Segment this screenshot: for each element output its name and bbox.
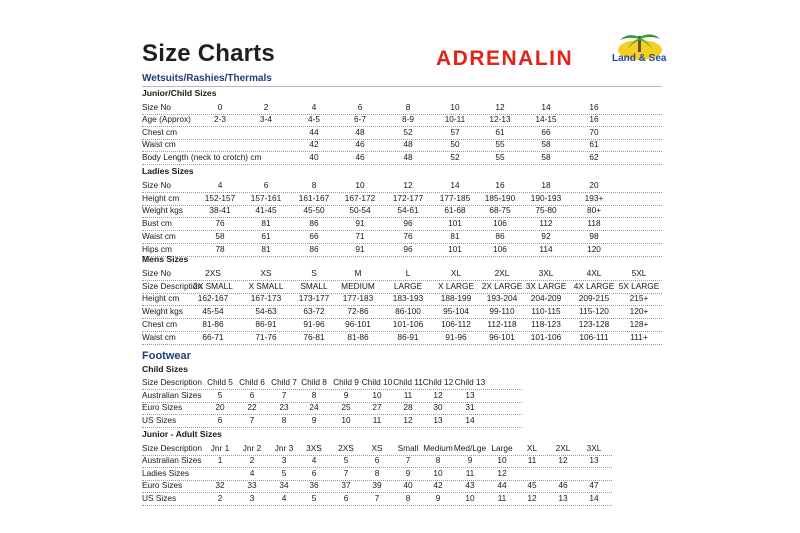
table-cell: 31 — [465, 402, 475, 413]
table-cell: 9 — [405, 467, 411, 478]
table-cell: 55 — [495, 152, 505, 162]
table-cell: 16 — [589, 114, 599, 125]
table-cell: 81 — [261, 218, 271, 229]
table-cell: 106 — [493, 218, 507, 229]
table-cell: 188-199 — [440, 293, 472, 304]
table-cell: 114 — [539, 243, 553, 254]
table-cell: 10 — [355, 179, 365, 190]
table-cell: 9 — [311, 414, 317, 425]
table-cell: 96-101 — [489, 331, 515, 342]
row-label: Size No — [142, 179, 172, 190]
table-cell: 2XL — [555, 442, 571, 453]
table-cell: 12 — [495, 101, 505, 112]
table-cell: 44 — [497, 480, 507, 490]
table-cell: 0 — [217, 101, 223, 112]
table-cell: 76 — [215, 218, 225, 229]
table-cell: Jnr 3 — [274, 442, 294, 453]
table-cell: 91-96 — [303, 319, 325, 329]
row-label: Euro Sizes — [142, 402, 183, 413]
table-cell: 3 — [249, 492, 255, 503]
table-cell: 13 — [433, 414, 443, 425]
table-cell: 58 — [215, 231, 225, 241]
table-cell: 120 — [587, 243, 601, 254]
table-cell: 4 — [311, 455, 317, 465]
table-cell: 3 — [281, 455, 287, 465]
logo-text: Land & Sea — [612, 53, 667, 64]
table-cell: 115-120 — [579, 306, 609, 317]
row-label: Size Description — [142, 280, 202, 291]
row-label: Ladies Sizes — [142, 467, 190, 478]
table-cell: 7 — [281, 389, 287, 400]
table-cell: 11 — [465, 467, 475, 478]
table-cell: 66-71 — [202, 331, 224, 342]
row-label: US Sizes — [142, 414, 177, 425]
table-cell: 95-104 — [443, 306, 469, 317]
table-cell: 46 — [558, 480, 568, 490]
row-label: Chest cm — [142, 319, 178, 329]
row-label: Body Length (neck to crotch) cm — [142, 152, 262, 162]
table-cell: 4 — [281, 492, 287, 503]
table-cell: 46 — [355, 152, 365, 162]
table-cell: LARGE — [393, 280, 423, 291]
subtitle-mens: Mens Sizes — [142, 254, 189, 264]
table-cell: 6 — [374, 455, 380, 465]
table-cell: 16 — [589, 101, 599, 112]
table-cell: 61 — [495, 126, 505, 137]
table-cell: 4 — [311, 101, 317, 112]
table-cell: 3XL — [538, 267, 554, 278]
table-cell: 8 — [435, 455, 441, 465]
table-cell: 8 — [311, 179, 317, 190]
table-cell: 45-54 — [202, 306, 224, 317]
table-cell: Child 5 — [207, 377, 233, 388]
table-cell: 111+ — [630, 331, 648, 342]
table-row — [142, 492, 612, 506]
row-label: US Sizes — [142, 492, 177, 503]
table-cell: 86-100 — [395, 306, 421, 317]
table-cell: 20 — [215, 402, 225, 413]
table-cell: 37 — [341, 480, 351, 490]
table-cell: 2 — [263, 101, 269, 112]
table-cell: 92 — [541, 231, 551, 241]
section-divider — [142, 86, 662, 87]
table-cell: 2X SMALL — [193, 280, 233, 291]
table-cell: 5 — [217, 389, 223, 400]
table-cell: 2-3 — [214, 114, 226, 125]
table-cell: 101-106 — [530, 331, 562, 342]
table-cell: 101-106 — [392, 319, 424, 329]
table-cell: 6 — [311, 467, 317, 478]
table-cell: 91-96 — [445, 331, 467, 342]
table-cell: 209-215 — [578, 293, 610, 304]
table-cell: 185-190 — [484, 192, 516, 203]
table-cell: 23 — [279, 402, 289, 413]
table-row — [142, 243, 662, 257]
subtitle-ladies: Ladies Sizes — [142, 166, 194, 176]
table-cell: 41-45 — [255, 205, 277, 216]
table-cell: SMALL — [300, 280, 328, 291]
table-cell: 61 — [589, 139, 599, 150]
table-cell: 7 — [374, 492, 380, 503]
table-cell: 7 — [249, 414, 255, 425]
table-cell: 16 — [495, 179, 505, 190]
table-cell: Child 9 — [333, 377, 359, 388]
table-cell: 190-193 — [530, 192, 562, 203]
table-cell: 81 — [450, 231, 460, 241]
table-cell: Child 10 — [361, 377, 393, 388]
brand-logo: ADRENALIN — [436, 47, 574, 70]
table-cell: 48 — [355, 126, 365, 137]
table-cell: 91 — [355, 243, 365, 254]
table-cell: 57 — [450, 126, 460, 137]
table-cell: 44 — [309, 126, 319, 137]
table-cell: Large — [491, 442, 513, 453]
table-cell: 173-177 — [298, 293, 330, 304]
table-cell: 1 — [217, 455, 223, 465]
table-cell: 86 — [309, 218, 319, 229]
table-cell: 86 — [309, 243, 319, 254]
table-cell: 52 — [450, 152, 460, 162]
table-cell: 86-91 — [255, 319, 277, 329]
table-cell: 42 — [433, 480, 443, 490]
table-cell: 80+ — [586, 205, 602, 216]
table-cell: 71-76 — [255, 331, 277, 342]
table-cell: 9 — [467, 455, 473, 465]
table-row — [142, 414, 522, 428]
table-cell: 68-75 — [489, 205, 511, 216]
table-cell: 101 — [448, 218, 462, 229]
table-cell: 8 — [405, 101, 411, 112]
table-cell: Medium — [423, 442, 453, 453]
row-label: Australian Sizes — [142, 455, 202, 465]
table-cell: 45-50 — [303, 205, 325, 216]
table-cell: 106 — [493, 243, 507, 254]
table-cell: 161-167 — [298, 192, 330, 203]
subtitle-foot-child: Child Sizes — [142, 364, 188, 374]
table-cell: 2X LARGE — [481, 280, 523, 291]
table-cell: 3XL — [586, 442, 602, 453]
table-cell: M — [354, 267, 362, 278]
row-label: Weight kgs — [142, 306, 183, 317]
table-cell: 12 — [558, 455, 568, 465]
table-cell: 45 — [527, 480, 537, 490]
table-cell: 27 — [372, 402, 382, 413]
row-label: Size Description — [142, 377, 202, 388]
table-cell: 36 — [309, 480, 319, 490]
table-cell: 18 — [541, 179, 551, 190]
row-label: Chest cm — [142, 126, 178, 137]
table-cell: 120+ — [629, 306, 649, 317]
table-cell: 2XS — [205, 267, 221, 278]
table-cell: 4X LARGE — [573, 280, 615, 291]
table-cell: XL — [526, 442, 538, 453]
table-cell: 2XS — [338, 442, 354, 453]
table-cell: 12 — [403, 179, 413, 190]
table-cell: 2 — [217, 492, 223, 503]
table-cell: 42 — [309, 139, 319, 150]
table-cell: 101 — [448, 243, 462, 254]
table-cell: 4-5 — [308, 114, 320, 125]
table-cell: 63-72 — [303, 306, 325, 317]
table-cell: 46 — [355, 139, 365, 150]
table-cell: 58 — [541, 139, 551, 150]
table-cell: 72-86 — [347, 306, 369, 317]
row-label: Waist cm — [142, 231, 176, 241]
table-cell: XL — [450, 267, 462, 278]
table-cell: 167-173 — [250, 293, 282, 304]
table-cell: 62 — [589, 152, 599, 162]
table-cell: 96-101 — [345, 319, 371, 329]
section-title-wetsuits: Wetsuits/Rashies/Thermals — [142, 73, 272, 84]
table-cell: 152-157 — [204, 192, 236, 203]
table-cell: XS — [260, 267, 272, 278]
table-cell: 6 — [249, 389, 255, 400]
table-cell: 81-86 — [347, 331, 369, 342]
table-cell: 10 — [450, 101, 460, 112]
table-cell: 32 — [215, 480, 225, 490]
table-row — [142, 331, 662, 345]
table-cell: 128+ — [629, 319, 649, 329]
table-cell: 78 — [215, 243, 225, 254]
table-cell: 98 — [589, 231, 599, 241]
table-cell: 10 — [497, 455, 507, 465]
row-label: Waist cm — [142, 331, 176, 342]
table-cell: Child 13 — [454, 377, 486, 388]
table-cell: 5 — [281, 467, 287, 478]
row-label: Size Description — [142, 442, 202, 453]
table-cell: 5XL — [631, 267, 647, 278]
table-cell: 112-118 — [487, 319, 517, 329]
palm-island-logo-icon — [610, 30, 670, 74]
table-cell: 11 — [403, 389, 413, 400]
table-cell: 66 — [541, 126, 551, 137]
table-cell: 3-4 — [260, 114, 272, 125]
table-cell: 112 — [539, 218, 553, 229]
table-cell: 86-91 — [397, 331, 419, 342]
table-cell: 14 — [450, 179, 460, 190]
table-cell: 48 — [403, 152, 413, 162]
table-cell: 12 — [497, 467, 507, 478]
table-cell: 7 — [343, 467, 349, 478]
table-cell: 4XL — [586, 267, 602, 278]
table-cell: 6-7 — [354, 114, 366, 125]
table-cell: 193-204 — [486, 293, 518, 304]
table-cell: 54-63 — [255, 306, 277, 317]
table-cell: 157-161 — [250, 192, 282, 203]
table-cell: 106-111 — [579, 331, 609, 342]
table-cell: 86 — [495, 231, 505, 241]
table-cell: Child 12 — [422, 377, 454, 388]
table-cell: 3X LARGE — [525, 280, 567, 291]
table-cell: 10 — [341, 414, 351, 425]
table-cell: 40 — [403, 480, 413, 490]
table-cell: 20 — [589, 179, 599, 190]
table-cell: 118 — [587, 218, 601, 229]
table-cell: 99-110 — [489, 306, 515, 317]
table-row — [142, 151, 662, 165]
table-cell: 14-15 — [535, 114, 557, 125]
table-cell: 14 — [589, 492, 599, 503]
table-cell: 162-167 — [197, 293, 229, 304]
table-cell: 2 — [249, 455, 255, 465]
table-cell: 11 — [527, 455, 537, 465]
table-cell: 123-128 — [578, 319, 610, 329]
table-cell: L — [405, 267, 411, 278]
table-cell: 110-115 — [531, 306, 561, 317]
table-cell: 25 — [341, 402, 351, 413]
table-cell: 8 — [374, 467, 380, 478]
row-label: Size No — [142, 267, 172, 278]
subtitle-foot-adult: Junior - Adult Sizes — [142, 429, 222, 439]
table-cell: 96 — [403, 243, 413, 254]
table-cell: 13 — [589, 455, 599, 465]
page-title: Size Charts — [142, 40, 275, 67]
table-cell: 81 — [261, 243, 271, 254]
table-cell: 5X LARGE — [618, 280, 660, 291]
table-cell: 6 — [263, 179, 269, 190]
table-cell: 6 — [357, 101, 363, 112]
table-cell: 48 — [403, 139, 413, 150]
table-cell: 6 — [217, 414, 223, 425]
table-cell: 177-183 — [342, 293, 374, 304]
table-cell: 204-209 — [530, 293, 562, 304]
table-cell: 8-9 — [402, 114, 414, 125]
table-cell: 39 — [372, 480, 382, 490]
table-cell: 50-54 — [349, 205, 371, 216]
table-cell: 76 — [403, 231, 413, 241]
table-cell: 43 — [465, 480, 475, 490]
table-cell: 118-123 — [531, 319, 561, 329]
row-label: Height cm — [142, 192, 180, 203]
table-cell: 5 — [311, 492, 317, 503]
table-cell: XS — [371, 442, 383, 453]
table-cell: 12 — [527, 492, 537, 503]
table-cell: X LARGE — [438, 280, 474, 291]
row-label: Size No — [142, 101, 172, 112]
table-cell: 193+ — [584, 192, 604, 203]
table-cell: Med/Lge — [453, 442, 487, 453]
table-cell: 28 — [403, 402, 413, 413]
table-cell: Jnr 2 — [242, 442, 262, 453]
table-cell: 71 — [355, 231, 365, 241]
table-cell: 8 — [281, 414, 287, 425]
table-cell: 58 — [541, 152, 551, 162]
table-cell: 4 — [217, 179, 223, 190]
table-cell: 33 — [247, 480, 257, 490]
table-cell: MEDIUM — [341, 280, 375, 291]
table-cell: 91 — [355, 218, 365, 229]
table-cell: 40 — [309, 152, 319, 162]
table-cell: 24 — [309, 402, 319, 413]
table-cell: 22 — [247, 402, 257, 413]
section-title-footwear: Footwear — [142, 350, 191, 362]
table-cell: 47 — [589, 480, 599, 490]
table-cell: X SMALL — [248, 280, 284, 291]
row-label: Bust cm — [142, 218, 172, 229]
table-cell: 61-68 — [444, 205, 466, 216]
table-cell: 3XS — [306, 442, 322, 453]
row-label: Euro Sizes — [142, 480, 183, 490]
table-cell: 34 — [279, 480, 289, 490]
table-cell: 10 — [433, 467, 443, 478]
table-cell: 13 — [465, 389, 475, 400]
table-cell: 14 — [465, 414, 475, 425]
table-cell: 167-172 — [344, 192, 376, 203]
subtitle-junior: Junior/Child Sizes — [142, 88, 217, 98]
table-cell: 5 — [343, 455, 349, 465]
table-cell: Jnr 1 — [210, 442, 230, 453]
table-cell: 13 — [558, 492, 568, 503]
table-cell: Child 7 — [271, 377, 297, 388]
table-cell: Child 8 — [301, 377, 327, 388]
table-cell: 11 — [372, 414, 382, 425]
table-cell: 96 — [403, 218, 413, 229]
table-cell: 10-11 — [444, 114, 466, 125]
table-cell: 55 — [495, 139, 505, 150]
table-cell: 177-185 — [439, 192, 471, 203]
table-cell: 75-80 — [535, 205, 557, 216]
table-cell: Small — [397, 442, 419, 453]
table-cell: 10 — [372, 389, 382, 400]
row-label: Hips cm — [142, 243, 172, 254]
table-cell: 4 — [249, 467, 255, 478]
table-cell: 10 — [465, 492, 475, 503]
row-label: Age (Approx) — [142, 114, 191, 125]
table-cell: 50 — [450, 139, 460, 150]
table-cell: 66 — [309, 231, 319, 241]
table-cell: 12 — [403, 414, 413, 425]
row-label: Waist cm — [142, 139, 176, 150]
table-cell: S — [311, 267, 317, 278]
table-cell: Child 11 — [393, 377, 423, 388]
table-cell: 6 — [343, 492, 349, 503]
table-cell: 9 — [435, 492, 441, 503]
table-cell: 52 — [403, 126, 413, 137]
table-cell: Child 6 — [239, 377, 265, 388]
table-cell: 172-177 — [392, 192, 424, 203]
table-cell: 12 — [433, 389, 443, 400]
table-cell: 70 — [589, 126, 599, 137]
table-cell: 14 — [541, 101, 551, 112]
row-label: Australian Sizes — [142, 389, 202, 400]
row-label: Weight kgs — [142, 205, 183, 216]
table-cell: 8 — [405, 492, 411, 503]
table-cell: 8 — [311, 389, 317, 400]
table-cell: 9 — [343, 389, 349, 400]
table-cell: 12-13 — [489, 114, 511, 125]
table-cell: 11 — [497, 492, 507, 503]
table-cell: 2XL — [494, 267, 510, 278]
table-cell: 54-61 — [397, 205, 419, 216]
table-cell: 30 — [433, 402, 443, 413]
table-cell: 76-81 — [303, 331, 325, 342]
row-label: Height cm — [142, 293, 180, 304]
table-cell: 183-193 — [392, 293, 424, 304]
table-cell: 7 — [405, 455, 411, 465]
table-cell: 81-86 — [202, 319, 224, 329]
table-cell: 38-41 — [209, 205, 231, 216]
table-cell: 106-112 — [441, 319, 471, 329]
table-cell: 61 — [261, 231, 271, 241]
table-cell: 215+ — [629, 293, 649, 304]
